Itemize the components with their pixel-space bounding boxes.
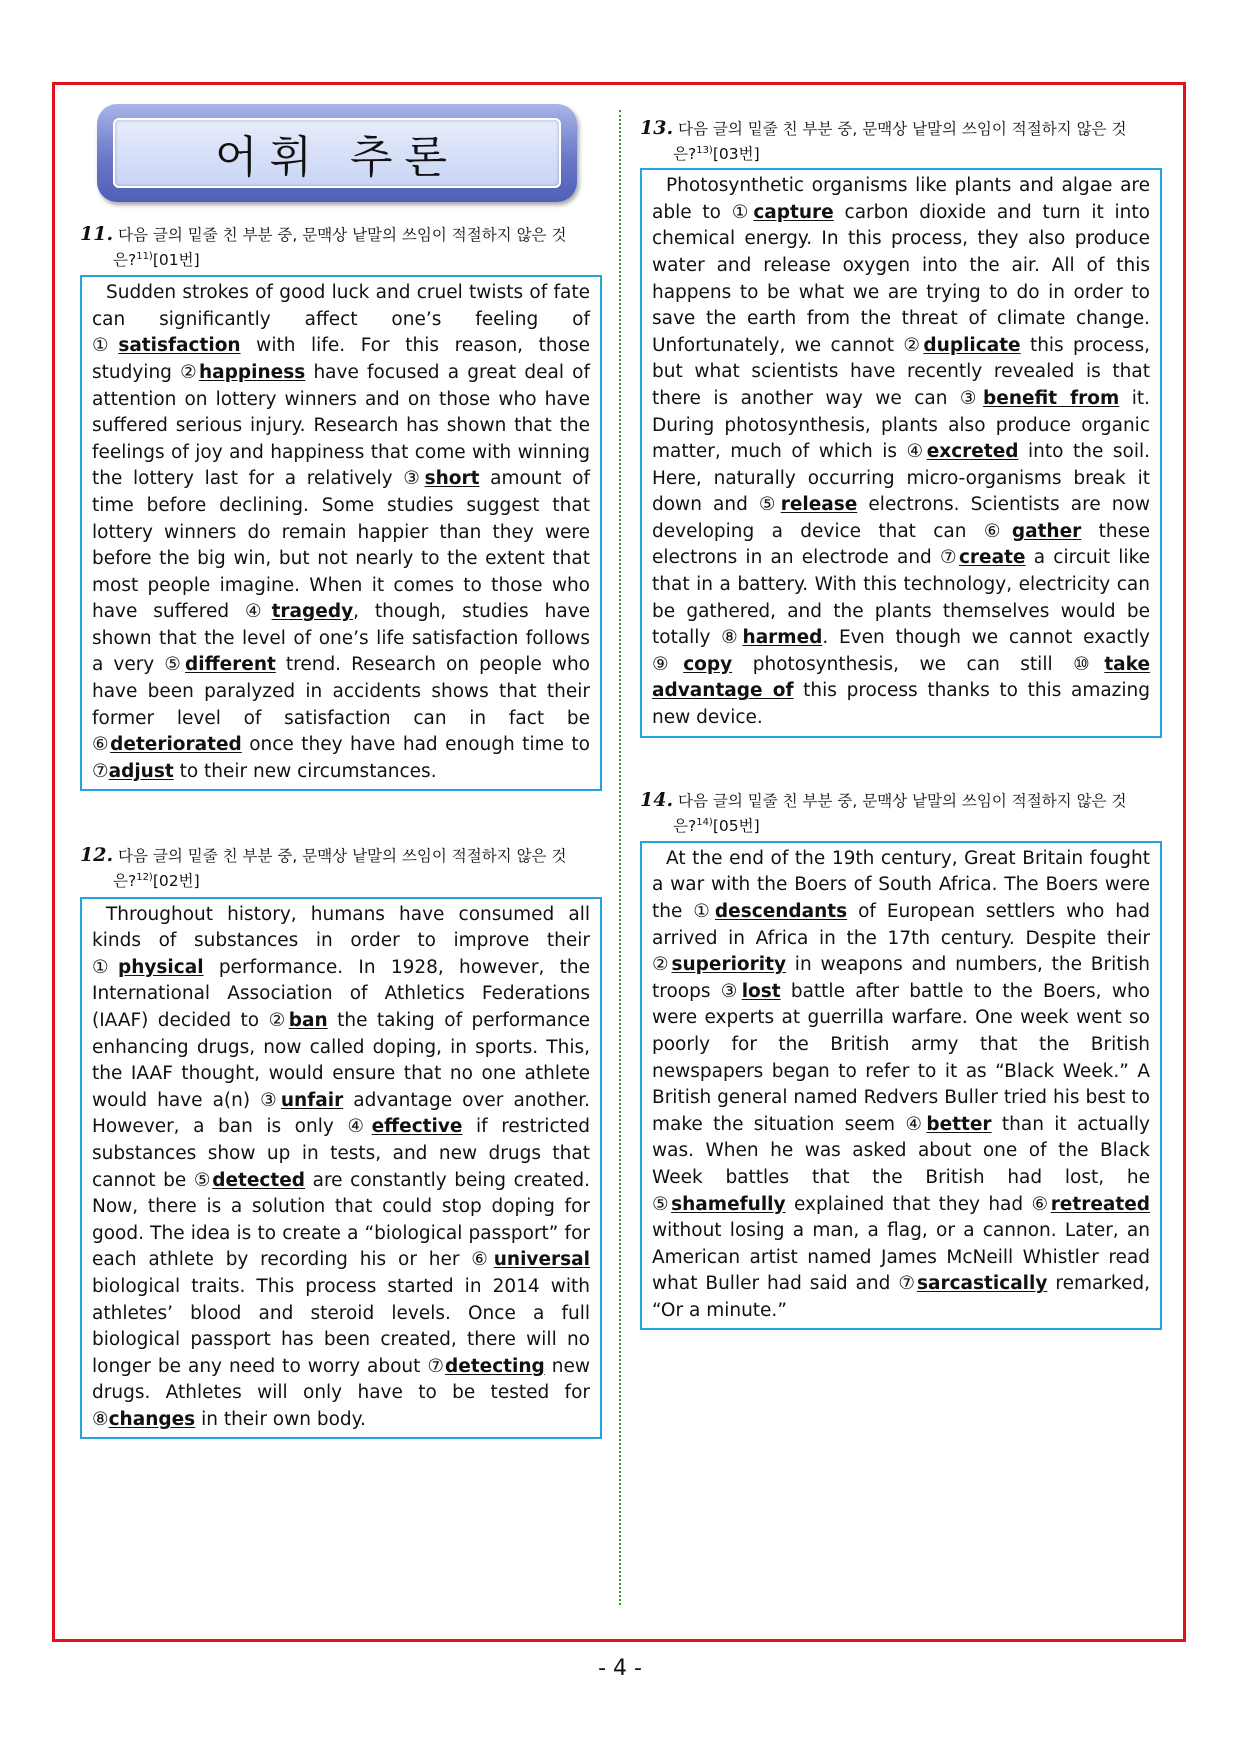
underlined-word: superiority	[671, 954, 787, 976]
underlined-word: harmed	[742, 627, 823, 649]
question-instruction: 다음 글의 밑줄 친 부분 중, 문맥상 낱말의 쓰임이 적절하지 않은 것	[678, 120, 1127, 138]
question-instruction-cont: 은?	[113, 872, 137, 891]
underlined-word: detected	[212, 1169, 305, 1191]
underlined-word: satisfaction	[118, 335, 241, 357]
question-11-header	[80, 224, 620, 271]
page-number: - 4 -	[598, 1656, 642, 1681]
passage-segment: remarked, “Or a minute.”	[652, 1273, 1150, 1321]
underlined-word: physical	[117, 956, 204, 978]
question-instruction-cont: 은?	[113, 251, 137, 270]
passage-segment: the taking of performance enhancing drugs, now called doping, in sports. This, the IAAF thought, would ensure that no one athlete would have a(n) ③	[92, 1009, 591, 1111]
underlined-word: gather	[1011, 520, 1082, 542]
passage-segment: a circuit like that in a battery. With this technology, electricity can be gathered, and the plants themselves would be totally ⑧	[652, 547, 1151, 649]
passage-segment: trend. Research on people who have been paralyzed in accidents shows that their former level of satisfaction can in fact be ⑥	[92, 654, 590, 756]
underlined-word: capture	[753, 201, 834, 223]
passage-segment: to their new circumstances.	[173, 760, 437, 782]
underlined-word: happiness	[199, 361, 306, 383]
question-instruction: 다음 글의 밑줄 친 부분 중, 문맥상 낱말의 쓰임이 적절하지 않은 것	[118, 226, 567, 244]
question-source: [03번]	[712, 145, 760, 164]
passage-segment: electrons. Scientists are now developing a device that can ⑥	[652, 494, 1150, 542]
right-column	[640, 104, 1180, 1330]
question-instruction: 다음 글의 밑줄 친 부분 중, 문맥상 낱말의 쓰임이 적절하지 않은 것	[118, 847, 567, 866]
page-title: 어휘 추론	[113, 118, 561, 188]
underlined-word: effective	[371, 1116, 463, 1138]
question-11-passage	[80, 275, 602, 791]
footnote-marker: 14)	[696, 816, 713, 828]
passage-segment: biological traits. This process started in 2014 with athletes’ blood and steroid levels. Once a full biological passport has been created, there will no longer be any need to worry about ⑦	[92, 1275, 590, 1377]
passage-segment: new drugs. Athletes will only have to be tested for ⑧	[92, 1355, 590, 1430]
underlined-word: duplicate	[923, 334, 1021, 356]
passage-segment: . Even though we cannot exactly ⑨	[652, 627, 1150, 675]
question-instruction-cont: 은?	[673, 816, 697, 835]
underlined-word: short	[424, 468, 480, 490]
underlined-word: different	[185, 654, 276, 676]
question-instruction: 다음 글의 밑줄 친 부분 중, 문맥상 낱말의 쓰임이 적절하지 않은 것	[678, 791, 1127, 810]
passage-segment: battle after battle to the Boers, who were experts at guerrilla warfare. One week went so poorly for the British army that the British newspapers began to refer to it as “Black Week.” A British general named Redvers Buller tried his best to make the situation seem ④	[652, 980, 1150, 1135]
passage-segment: in weapons and numbers, the British troops ③	[652, 954, 1150, 1002]
underlined-word: changes	[108, 1408, 196, 1430]
footnote-marker: 12)	[136, 872, 153, 884]
passage-segment: Throughout history, humans have consumed all kinds of substances in order to improve their ①	[92, 903, 590, 978]
passage-segment: it. During photosynthesis, plants also produce organic matter, much of which is ④	[652, 387, 1150, 463]
passage-text	[652, 846, 1150, 1325]
underlined-word: retreated	[1050, 1193, 1150, 1215]
underlined-word: release	[780, 494, 858, 516]
passage-segment: advantage over another. However, a ban is only ④	[92, 1089, 590, 1138]
underlined-word: universal	[493, 1249, 590, 1271]
passage-segment: Sudden strokes of good luck and cruel twists of fate can significantly affect one’s feeling of ①	[92, 282, 590, 357]
passage-segment: if restricted substances show up in tests, and new drugs that cannot be ⑤	[92, 1116, 590, 1191]
question-number: 12.	[80, 844, 114, 867]
passage-segment: carbon dioxide and turn it into chemical energy. In this process, they also produce water and release oxygen into the air. All of this happens to be what we are trying to do in order to save the earth from the threat of climate change. Unfortunately, we cannot ②	[652, 201, 1150, 356]
passage-segment: this process thanks to this amazing new device.	[652, 680, 1150, 729]
passage-segment: Photosynthetic organisms like plants and algae are able to ①	[652, 175, 1150, 223]
question-12-header	[80, 845, 620, 892]
passage-segment: in their own body.	[195, 1408, 366, 1430]
underlined-word: unfair	[280, 1089, 344, 1111]
passage-segment: photosynthesis, we can still ⑩	[732, 653, 1105, 675]
passage-segment: of European settlers who had arrived in Africa in the 17th century. Despite their ②	[652, 900, 1150, 976]
question-12-passage	[80, 897, 602, 1440]
underlined-word: tragedy	[271, 601, 354, 623]
passage-segment: than it actually was. When he was asked about one of the Black Week battles that the British had lost, he ⑤	[652, 1113, 1150, 1215]
question-13-passage	[640, 168, 1162, 737]
passage-segment: this process, but what scientists have recently revealed is that there is another way we can ③	[652, 334, 1150, 409]
question-number: 11.	[80, 223, 114, 245]
footnote-marker: 11)	[136, 251, 153, 262]
underlined-word: descendants	[714, 900, 848, 922]
title-banner	[97, 104, 577, 202]
question-13-header	[640, 118, 1180, 165]
question-source: [02번]	[152, 872, 200, 891]
question-14-passage	[640, 841, 1162, 1331]
underlined-word: sarcastically	[916, 1273, 1048, 1295]
left-column	[80, 104, 620, 1439]
question-source: [01번]	[152, 251, 200, 270]
underlined-word: better	[926, 1113, 992, 1135]
underlined-word: ban	[288, 1009, 328, 1031]
underlined-word: take advantage of	[652, 653, 1151, 702]
passage-text	[92, 280, 590, 785]
passage-segment: these electrons in an electrode and ⑦	[652, 520, 1150, 569]
passage-segment: into the soil. Here, naturally occurring micro-organisms break it down and ⑤	[652, 441, 1150, 516]
underlined-word: lost	[741, 980, 781, 1002]
passage-segment: , though, studies have shown that the level of one’s life satisfaction follows a very ⑤	[92, 601, 590, 676]
passage-segment: performance. In 1928, however, the International Association of Athletics Federations (IAAF) decided to ②	[92, 956, 591, 1031]
underlined-word: detecting	[445, 1355, 545, 1377]
passage-segment: At the end of the 19th century, Great Britain fought a war with the Boers of South Africa. The Boers were the ①	[652, 847, 1150, 922]
passage-segment: amount of time before declining. Some studies suggest that lottery winners do remain happier than they were before the big win, but not nearly to the extent that most people imagine. When it comes to those who have suffered ④	[92, 468, 590, 623]
passage-segment: are constantly being created. Now, there is a solution that could stop doping for good. The idea is to create a “biological passport” for each athlete by recording his or her ⑥	[92, 1169, 590, 1271]
passage-text	[92, 902, 590, 1434]
underlined-word: benefit from	[983, 387, 1120, 409]
question-14-header	[640, 790, 1180, 837]
passage-segment: once they have had enough time to ⑦	[92, 734, 590, 782]
underlined-word: copy	[683, 653, 733, 675]
underlined-word: create	[958, 547, 1026, 569]
footnote-marker: 13)	[696, 145, 713, 156]
question-instruction-cont: 은?	[673, 145, 697, 164]
question-source: [05번]	[712, 816, 760, 835]
underlined-word: deteriorated	[110, 734, 242, 756]
passage-segment: explained that they had ⑥	[785, 1193, 1051, 1215]
question-number: 14.	[640, 788, 674, 811]
passage-segment: with life. For this reason, those studying ②	[92, 335, 590, 383]
question-number: 13.	[640, 117, 674, 139]
passage-text	[652, 173, 1150, 731]
underlined-word: adjust	[108, 760, 174, 782]
underlined-word: excreted	[926, 441, 1019, 463]
passage-segment: have focused a great deal of attention on lottery winners and on those who have suffered serious injury. Research has shown that the feelings of joy and happiness that come with winning the lottery last for a relatively ③	[92, 361, 590, 490]
underlined-word: shamefully	[671, 1193, 786, 1215]
passage-segment: without losing a man, a flag, or a cannon. Later, an American artist named James McNeill Whistler read what Buller had said and ⑦	[652, 1220, 1150, 1295]
